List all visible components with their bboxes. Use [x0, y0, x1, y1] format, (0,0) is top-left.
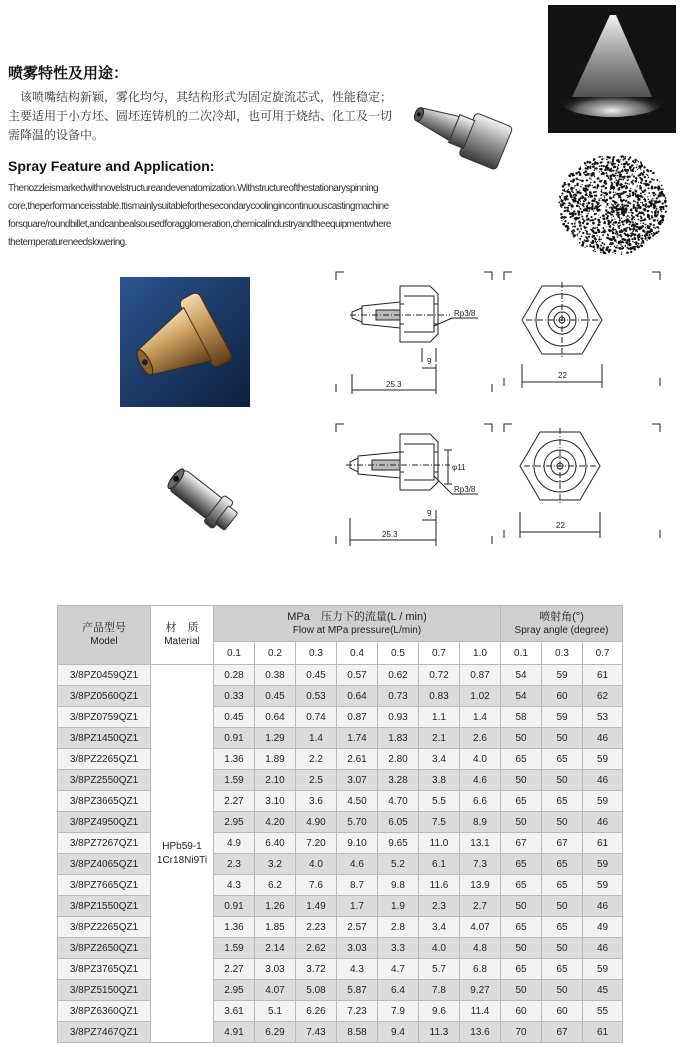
angle-cell: 65	[542, 917, 583, 938]
flow-cell: 1.4	[296, 728, 337, 749]
flow-cell: 5.5	[419, 791, 460, 812]
angle-cell: 50	[501, 896, 542, 917]
model-cell: 3/8PZ4065QZ1	[58, 854, 151, 875]
table-row	[58, 938, 623, 959]
flow-cell: 3.8	[419, 770, 460, 791]
flow-cell: 0.64	[337, 686, 378, 707]
spray-cone-image	[548, 5, 676, 133]
flow-cell: 2.6	[460, 728, 501, 749]
angle-header: 喷射角(°) Spray angle (degree)	[501, 606, 623, 642]
angle-cell: 60	[501, 1001, 542, 1022]
model-cell: 3/8PZ0759QZ1	[58, 707, 151, 728]
dim-nut-top: 9	[427, 357, 432, 366]
flow-cell: 2.57	[337, 917, 378, 938]
feature-body-en: The nozzle is marked with novel structure and even atomization. With structure of the stationary spinning core, the performance is stable. It is mainly suitable for the secondary cooling in continuous casting machine for square/round billet, and can be also used for agglomeration, chemical industry and the equipment where the temperature needs lowering.	[8, 183, 391, 248]
angle-cell: 54	[501, 665, 542, 686]
angle-cell: 65	[501, 875, 542, 896]
flow-cell: 6.40	[255, 833, 296, 854]
flow-cell: 9.27	[460, 980, 501, 1001]
flow-cell: 4.0	[419, 938, 460, 959]
flow-cell: 1.36	[214, 749, 255, 770]
angle-cell: 46	[583, 728, 623, 749]
flow-cell: 6.6	[460, 791, 501, 812]
flow-cell: 2.62	[296, 938, 337, 959]
flow-cell: 3.07	[337, 770, 378, 791]
angle-cell: 53	[583, 707, 623, 728]
pressure-header: 0.7	[419, 642, 460, 665]
model-cell: 3/8PZ7267QZ1	[58, 833, 151, 854]
angle-cell: 67	[542, 833, 583, 854]
flow-cell: 4.90	[296, 812, 337, 833]
angle-cell: 50	[501, 980, 542, 1001]
table-row	[58, 749, 623, 770]
dim-hex-top: 22	[558, 371, 567, 380]
material-line: HPb59-1	[162, 840, 202, 852]
angle-cell: 50	[542, 728, 583, 749]
table-row	[58, 917, 623, 938]
flow-cell: 2.23	[296, 917, 337, 938]
model-cell: 3/8PZ2550QZ1	[58, 770, 151, 791]
flow-cell: 0.53	[296, 686, 337, 707]
model-header: 产品型号 Model	[58, 606, 151, 665]
angle-cell: 50	[542, 812, 583, 833]
flow-cell: 8.7	[337, 875, 378, 896]
flow-cell: 7.5	[419, 812, 460, 833]
flow-cell: 9.4	[378, 1022, 419, 1043]
angle-cell: 46	[583, 812, 623, 833]
flow-cell: 6.2	[255, 875, 296, 896]
flow-cell: 1.59	[214, 770, 255, 791]
flow-cell: 4.50	[337, 791, 378, 812]
flow-cell: 2.8	[378, 917, 419, 938]
flow-cell: 4.6	[460, 770, 501, 791]
material-header: 材 质 Material	[151, 606, 214, 665]
flow-cell: 1.29	[255, 728, 296, 749]
flow-cell: 7.23	[337, 1001, 378, 1022]
flow-cell: 6.8	[460, 959, 501, 980]
angle-pressure-header: 0.1	[501, 642, 542, 665]
angle-cell: 58	[501, 707, 542, 728]
spray-pattern-photo	[548, 5, 676, 133]
flow-cell: 2.1	[419, 728, 460, 749]
angle-cell: 61	[583, 1022, 623, 1043]
pressure-header: 0.5	[378, 642, 419, 665]
feature-body-cn: 该喷嘴结构新颖，雾化均匀，其结构形式为固定旋流芯式，性能稳定；主要适用于小方坯、圆坯连铸机的二次冷却，也可用于烧结、化工及一切需降温的设备中。	[8, 90, 393, 142]
model-cell: 3/8PZ2265QZ1	[58, 749, 151, 770]
dim-hex-bottom: 22	[556, 521, 565, 530]
angle-cell: 50	[501, 728, 542, 749]
angle-cell: 65	[501, 791, 542, 812]
flow-cell: 7.9	[378, 1001, 419, 1022]
flow-cell: 6.26	[296, 1001, 337, 1022]
flow-cell: 7.43	[296, 1022, 337, 1043]
model-cell: 3/8PZ1450QZ1	[58, 728, 151, 749]
pressure-header: 0.1	[214, 642, 255, 665]
table-row	[58, 833, 623, 854]
model-cell: 3/8PZ5150QZ1	[58, 980, 151, 1001]
model-cell: 3/8PZ2265QZ1	[58, 917, 151, 938]
flow-cell: 3.72	[296, 959, 337, 980]
flow-cell: 0.93	[378, 707, 419, 728]
spray-coverage-image	[555, 150, 671, 260]
angle-cell: 54	[501, 686, 542, 707]
angle-cell: 65	[542, 854, 583, 875]
model-cell: 3/8PZ1550QZ1	[58, 896, 151, 917]
pressure-header: 1.0	[460, 642, 501, 665]
flow-cell: 5.08	[296, 980, 337, 1001]
flow-cell: 2.2	[296, 749, 337, 770]
flow-cell: 4.91	[214, 1022, 255, 1043]
table-row	[58, 896, 623, 917]
flow-cell: 1.36	[214, 917, 255, 938]
brass-nozzle-photo	[120, 277, 250, 407]
flow-header: MPa 压力下的流量(L / min) Flow at MPa pressure(L/min)	[214, 606, 501, 642]
model-cell: 3/8PZ6360QZ1	[58, 1001, 151, 1022]
technical-drawing-top	[330, 268, 670, 408]
angle-cell: 60	[542, 686, 583, 707]
pressure-header: 0.4	[337, 642, 378, 665]
dim-diameter: φ11	[452, 463, 466, 472]
flow-cell: 0.33	[214, 686, 255, 707]
flow-cell: 0.45	[296, 665, 337, 686]
flow-cell: 1.49	[296, 896, 337, 917]
model-cell: 3/8PZ4950QZ1	[58, 812, 151, 833]
flow-cell: 5.2	[378, 854, 419, 875]
model-cell: 3/8PZ7467QZ1	[58, 1022, 151, 1043]
flow-cell: 4.07	[255, 980, 296, 1001]
table-row	[58, 686, 623, 707]
model-cell: 3/8PZ3665QZ1	[58, 791, 151, 812]
table-row	[58, 707, 623, 728]
flow-cell: 13.9	[460, 875, 501, 896]
angle-cell: 49	[583, 917, 623, 938]
flow-cell: 4.6	[337, 854, 378, 875]
table-row	[58, 959, 623, 980]
angle-cell: 65	[501, 854, 542, 875]
angle-cell: 67	[542, 1022, 583, 1043]
angle-cell: 67	[501, 833, 542, 854]
flow-cell: 7.8	[419, 980, 460, 1001]
flow-cell: 4.7	[378, 959, 419, 980]
table-row	[58, 854, 623, 875]
flow-cell: 1.89	[255, 749, 296, 770]
model-cell: 3/8PZ3765QZ1	[58, 959, 151, 980]
angle-cell: 50	[542, 938, 583, 959]
flow-cell: 3.2	[255, 854, 296, 875]
flow-cell: 9.6	[419, 1001, 460, 1022]
flow-cell: 2.95	[214, 980, 255, 1001]
angle-cell: 65	[501, 749, 542, 770]
angle-cell: 59	[583, 959, 623, 980]
flow-cell: 9.8	[378, 875, 419, 896]
angle-pressure-header: 0.3	[542, 642, 583, 665]
flow-cell: 0.45	[214, 707, 255, 728]
flow-cell: 6.1	[419, 854, 460, 875]
angle-cell: 50	[542, 896, 583, 917]
feature-title-cn: 喷雾特性及用途：	[8, 64, 129, 82]
flow-cell: 0.28	[214, 665, 255, 686]
model-cell: 3/8PZ2650QZ1	[58, 938, 151, 959]
spec-table	[57, 605, 623, 1043]
flow-cell: 4.0	[460, 749, 501, 770]
flow-cell: 9.10	[337, 833, 378, 854]
flow-cell: 6.05	[378, 812, 419, 833]
flow-cell: 1.83	[378, 728, 419, 749]
angle-cell: 59	[583, 749, 623, 770]
angle-cell: 55	[583, 1001, 623, 1022]
angle-cell: 59	[583, 791, 623, 812]
flow-cell: 7.20	[296, 833, 337, 854]
flow-cell: 3.6	[296, 791, 337, 812]
flow-cell: 2.7	[460, 896, 501, 917]
brass-nozzle-image	[120, 277, 250, 407]
spray-dot-pattern	[555, 150, 671, 260]
angle-pressure-header: 0.7	[583, 642, 623, 665]
flow-cell: 2.61	[337, 749, 378, 770]
technical-drawing-bottom	[330, 420, 670, 560]
flow-cell: 0.38	[255, 665, 296, 686]
flow-cell: 7.6	[296, 875, 337, 896]
material-line: 1Cr18Ni9Ti	[156, 854, 208, 866]
flow-cell: 2.80	[378, 749, 419, 770]
angle-cell: 65	[501, 959, 542, 980]
flow-cell: 1.1	[419, 707, 460, 728]
flow-cell: 1.85	[255, 917, 296, 938]
flow-cell: 3.03	[255, 959, 296, 980]
nozzle-photo-angled	[405, 90, 523, 178]
flow-cell: 11.3	[419, 1022, 460, 1043]
flow-cell: 6.29	[255, 1022, 296, 1043]
angle-cell: 50	[501, 938, 542, 959]
dim-length-top: 25.3	[386, 380, 402, 389]
flow-cell: 2.10	[255, 770, 296, 791]
flow-cell: 4.20	[255, 812, 296, 833]
flow-cell: 1.59	[214, 938, 255, 959]
steel-nozzle-photo	[150, 455, 250, 545]
flow-cell: 0.62	[378, 665, 419, 686]
flow-cell: 1.02	[460, 686, 501, 707]
flow-cell: 2.95	[214, 812, 255, 833]
angle-cell: 50	[501, 770, 542, 791]
flow-cell: 3.3	[378, 938, 419, 959]
flow-cell: 0.57	[337, 665, 378, 686]
angle-cell: 59	[542, 665, 583, 686]
flow-cell: 6.4	[378, 980, 419, 1001]
table-row	[58, 770, 623, 791]
angle-cell: 65	[542, 959, 583, 980]
flow-cell: 4.0	[296, 854, 337, 875]
flow-cell: 1.4	[460, 707, 501, 728]
flow-cell: 0.87	[337, 707, 378, 728]
flow-cell: 0.91	[214, 728, 255, 749]
flow-cell: 2.5	[296, 770, 337, 791]
table-row	[58, 1022, 623, 1043]
angle-cell: 65	[542, 791, 583, 812]
table-row	[58, 812, 623, 833]
angle-cell: 50	[542, 770, 583, 791]
angle-cell: 46	[583, 896, 623, 917]
table-row	[58, 728, 623, 749]
flow-cell: 0.45	[255, 686, 296, 707]
steel-nozzle-image	[150, 455, 250, 545]
flow-cell: 9.65	[378, 833, 419, 854]
flow-cell: 3.4	[419, 749, 460, 770]
flow-cell: 2.14	[255, 938, 296, 959]
flow-cell: 2.27	[214, 959, 255, 980]
flow-cell: 2.3	[214, 854, 255, 875]
flow-cell: 0.72	[419, 665, 460, 686]
pressure-header: 0.3	[296, 642, 337, 665]
flow-cell: 5.7	[419, 959, 460, 980]
flow-cell: 11.6	[419, 875, 460, 896]
flow-cell: 5.87	[337, 980, 378, 1001]
angle-cell: 59	[542, 707, 583, 728]
feature-title-en: Spray Feature and Application:	[8, 158, 215, 174]
flow-cell: 3.03	[337, 938, 378, 959]
angle-cell: 45	[583, 980, 623, 1001]
flow-cell: 0.83	[419, 686, 460, 707]
flow-cell: 4.9	[214, 833, 255, 854]
flow-cell: 4.70	[378, 791, 419, 812]
flow-cell: 4.8	[460, 938, 501, 959]
flow-cell: 1.7	[337, 896, 378, 917]
angle-cell: 60	[542, 1001, 583, 1022]
dim-length-bottom: 25.3	[382, 530, 398, 539]
material-cell	[151, 665, 214, 1043]
angle-cell: 65	[542, 875, 583, 896]
flow-cell: 0.64	[255, 707, 296, 728]
angle-cell: 65	[542, 749, 583, 770]
dim-nut-bottom: 9	[427, 509, 432, 518]
flow-cell: 4.3	[337, 959, 378, 980]
flow-cell: 1.9	[378, 896, 419, 917]
flow-cell: 0.73	[378, 686, 419, 707]
table-header-row	[58, 606, 623, 642]
flow-cell: 0.91	[214, 896, 255, 917]
model-cell: 3/8PZ0560QZ1	[58, 686, 151, 707]
flow-cell: 2.3	[419, 896, 460, 917]
angle-cell: 62	[583, 686, 623, 707]
flow-cell: 13.1	[460, 833, 501, 854]
flow-cell: 8.58	[337, 1022, 378, 1043]
nozzle-image	[405, 90, 523, 178]
flow-cell: 11.0	[419, 833, 460, 854]
flow-cell: 3.10	[255, 791, 296, 812]
flow-cell: 3.4	[419, 917, 460, 938]
thread-label-bottom: Rp3/8	[454, 485, 476, 494]
flow-cell: 0.87	[460, 665, 501, 686]
flow-cell: 4.07	[460, 917, 501, 938]
flow-cell: 7.3	[460, 854, 501, 875]
flow-cell: 1.26	[255, 896, 296, 917]
flow-cell: 1.74	[337, 728, 378, 749]
table-row	[58, 665, 623, 686]
thread-label-top: Rp3/8	[454, 309, 476, 318]
angle-cell: 46	[583, 938, 623, 959]
model-cell: 3/8PZ0459QZ1	[58, 665, 151, 686]
flow-cell: 5.70	[337, 812, 378, 833]
angle-cell: 59	[583, 875, 623, 896]
flow-cell: 13.6	[460, 1022, 501, 1043]
angle-cell: 50	[542, 980, 583, 1001]
flow-cell: 5.1	[255, 1001, 296, 1022]
angle-cell: 50	[501, 812, 542, 833]
angle-cell: 61	[583, 833, 623, 854]
flow-cell: 8.9	[460, 812, 501, 833]
table-row	[58, 1001, 623, 1022]
table-row	[58, 791, 623, 812]
flow-cell: 4.3	[214, 875, 255, 896]
angle-cell: 59	[583, 854, 623, 875]
flow-cell: 3.28	[378, 770, 419, 791]
pressure-header: 0.2	[255, 642, 296, 665]
angle-cell: 70	[501, 1022, 542, 1043]
angle-cell: 46	[583, 770, 623, 791]
table-row	[58, 875, 623, 896]
flow-cell: 0.74	[296, 707, 337, 728]
model-cell: 3/8PZ7665QZ1	[58, 875, 151, 896]
flow-cell: 3.61	[214, 1001, 255, 1022]
angle-cell: 65	[501, 917, 542, 938]
angle-cell: 61	[583, 665, 623, 686]
table-row	[58, 980, 623, 1001]
flow-cell: 11.4	[460, 1001, 501, 1022]
flow-cell: 2.27	[214, 791, 255, 812]
